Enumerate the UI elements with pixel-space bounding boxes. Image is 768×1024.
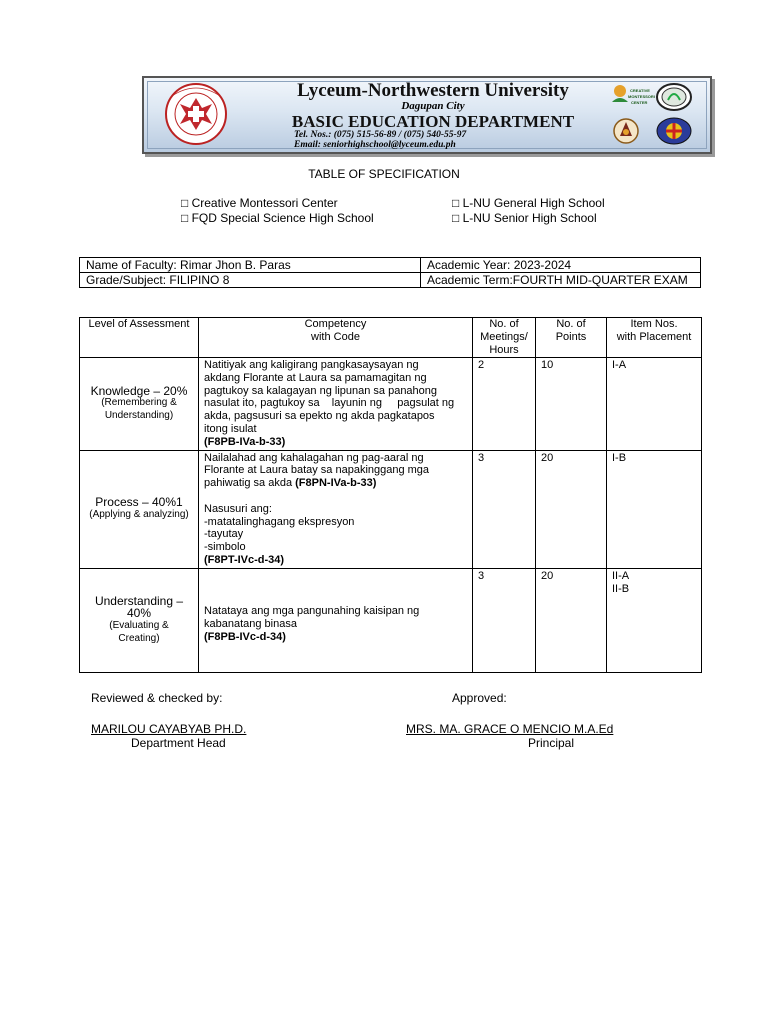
table-header-row	[80, 318, 702, 358]
table-row-process	[80, 450, 702, 568]
header-meetings-line-2: Meetings/	[480, 331, 528, 343]
university-seal-logo	[150, 82, 242, 146]
items-process: I-B	[607, 450, 702, 568]
items-understanding	[607, 568, 702, 672]
level-knowledge	[80, 358, 199, 451]
table-row-knowledge	[80, 358, 702, 451]
level-sublabel: Creating)	[118, 633, 160, 645]
competency-line: Nasusuri ang:	[204, 502, 272, 515]
level-sublabel: (Remembering &	[101, 397, 177, 409]
header-competency-line-2: with Code	[311, 331, 360, 343]
points-process: 20	[536, 450, 607, 568]
level-label: 40%	[126, 606, 152, 621]
competency-spacer	[204, 490, 467, 503]
reviewer-title: Department Head	[131, 736, 226, 750]
header-items-line-1: Item Nos.	[630, 318, 678, 330]
info-row	[80, 258, 701, 273]
points-knowledge: 10	[536, 358, 607, 451]
competency-code: (F8PT-IVc-d-34)	[204, 553, 285, 566]
competency-text: pahiwatig sa akda	[204, 477, 296, 490]
level-label: Understanding –	[94, 593, 184, 608]
level-process	[80, 450, 199, 568]
level-understanding	[80, 568, 199, 672]
header-level-text: Level of Assessment	[88, 318, 190, 330]
meetings-process: 3	[473, 450, 536, 568]
email-address: Email: seniorhighschool@lyceum.edu.ph	[294, 140, 456, 150]
school-header-banner	[142, 76, 712, 154]
academic-term: Academic Term:FOURTH MID-QUARTER EXAM	[421, 273, 701, 288]
level-sublabel: (Applying & analyzing)	[89, 509, 189, 521]
reviewer-name: MARILOU CAYABYAB PH.D.	[91, 722, 247, 736]
header-competency-line-1: Competency	[304, 318, 367, 330]
university-city: Dagupan City	[401, 100, 465, 112]
university-name: Lyceum-Northwestern University	[297, 80, 569, 101]
competency-spacer	[204, 597, 467, 605]
competency-line: Natitiyak ang kaligirang pangkasaysayan ng	[204, 359, 419, 371]
approver-name: MRS. MA. GRACE O MENCIO M.A.Ed	[406, 722, 614, 736]
competency-line: Nailalahad ang kahalagahan ng pag-aaral ng	[204, 451, 424, 464]
option-lnu-general-high-school[interactable]: □ L-NU General High School	[452, 196, 605, 210]
competency-code: (F8PN-IVa-b-33)	[295, 477, 377, 490]
montessori-logo	[606, 82, 655, 112]
meetings-understanding: 3	[473, 568, 536, 672]
items-knowledge: I-A	[607, 358, 702, 451]
points-understanding: 20	[536, 568, 607, 672]
competency-line: -simbolo	[204, 541, 246, 554]
specification-table	[79, 317, 702, 673]
reviewed-label: Reviewed & checked by:	[91, 691, 223, 705]
header-points	[536, 318, 607, 358]
competency-line: kabanatang binasa	[204, 617, 297, 630]
competency-line: -tayutay	[204, 528, 244, 541]
competency-line: Florante at Laura batay sa napakinggang mga	[204, 464, 430, 477]
competency-code: (F8PB-IVa-b-33)	[204, 435, 286, 448]
competency-knowledge	[199, 358, 473, 451]
svg-text:MONTESSORI: MONTESSORI	[628, 94, 655, 99]
header-meetings	[473, 318, 536, 358]
competency-understanding	[199, 568, 473, 672]
special-science-logo	[606, 116, 646, 146]
item-placement: II-B	[612, 582, 630, 595]
header-items	[607, 318, 702, 358]
svg-text:CENTER: CENTER	[631, 100, 648, 105]
level-label: Process – 40%1	[95, 495, 183, 510]
competency-line: akda, pagsusuri sa epekto ng akda pagkatapos	[204, 410, 435, 423]
level-sublabel: Understanding)	[104, 410, 174, 422]
competency-line: nasulat ito, pagtukoy sa layunin ng pagsulat ng	[204, 397, 455, 410]
option-fqd-special-science[interactable]: □ FQD Special Science High School	[181, 211, 374, 225]
approver-title: Principal	[528, 736, 575, 750]
header-items-line-2: with Placement	[616, 331, 692, 343]
svg-text:CREATIVE: CREATIVE	[630, 88, 650, 93]
document-title: TABLE OF SPECIFICATION	[308, 167, 460, 181]
faculty-info-table	[79, 257, 701, 288]
competency-process	[199, 450, 473, 568]
academic-year: Academic Year: 2023-2024	[421, 258, 701, 273]
header-level	[80, 318, 199, 358]
telephone-numbers: Tel. Nos.: (075) 515-56-89 / (075) 540-55-97	[294, 130, 467, 140]
option-lnu-senior-high-school[interactable]: □ L-NU Senior High School	[452, 211, 597, 225]
header-meetings-line-3: Hours	[489, 344, 519, 356]
high-school-logo	[654, 116, 694, 146]
info-row	[80, 273, 701, 288]
header-competency	[199, 318, 473, 358]
header-points-line-2: Points	[555, 331, 587, 343]
meetings-knowledge: 2	[473, 358, 536, 451]
department-name: BASIC EDUCATION DEPARTMENT	[291, 112, 575, 131]
table-row-understanding	[80, 568, 702, 672]
competency-code: (F8PB-IVc-d-34)	[204, 630, 286, 643]
competency-line: itong isulat	[204, 422, 257, 435]
item-placement: II-A	[612, 569, 630, 582]
approved-label: Approved:	[452, 691, 507, 705]
header-points-line-1: No. of	[556, 318, 586, 330]
competency-line	[204, 477, 467, 490]
header-meetings-line-1: No. of	[489, 318, 519, 330]
faculty-name: Name of Faculty: Rimar Jhon B. Paras	[80, 258, 421, 273]
level-label: Knowledge – 20%	[90, 383, 188, 398]
option-creative-montessori[interactable]: □ Creative Montessori Center	[181, 196, 338, 210]
competency-line: Natataya ang mga pangunahing kaisipan ng	[204, 605, 420, 618]
scout-badge-logo	[654, 82, 694, 112]
competency-line: akdang Florante at Laura sa pamamagitan ng	[204, 371, 427, 384]
grade-subject: Grade/Subject: FILIPINO 8	[80, 273, 421, 288]
level-sublabel: (Evaluating &	[109, 620, 169, 632]
competency-line: pagtukoy sa kalagayan ng lipunan sa panahong	[204, 384, 438, 397]
competency-line: -matatalinghagang ekspresyon	[204, 515, 355, 528]
